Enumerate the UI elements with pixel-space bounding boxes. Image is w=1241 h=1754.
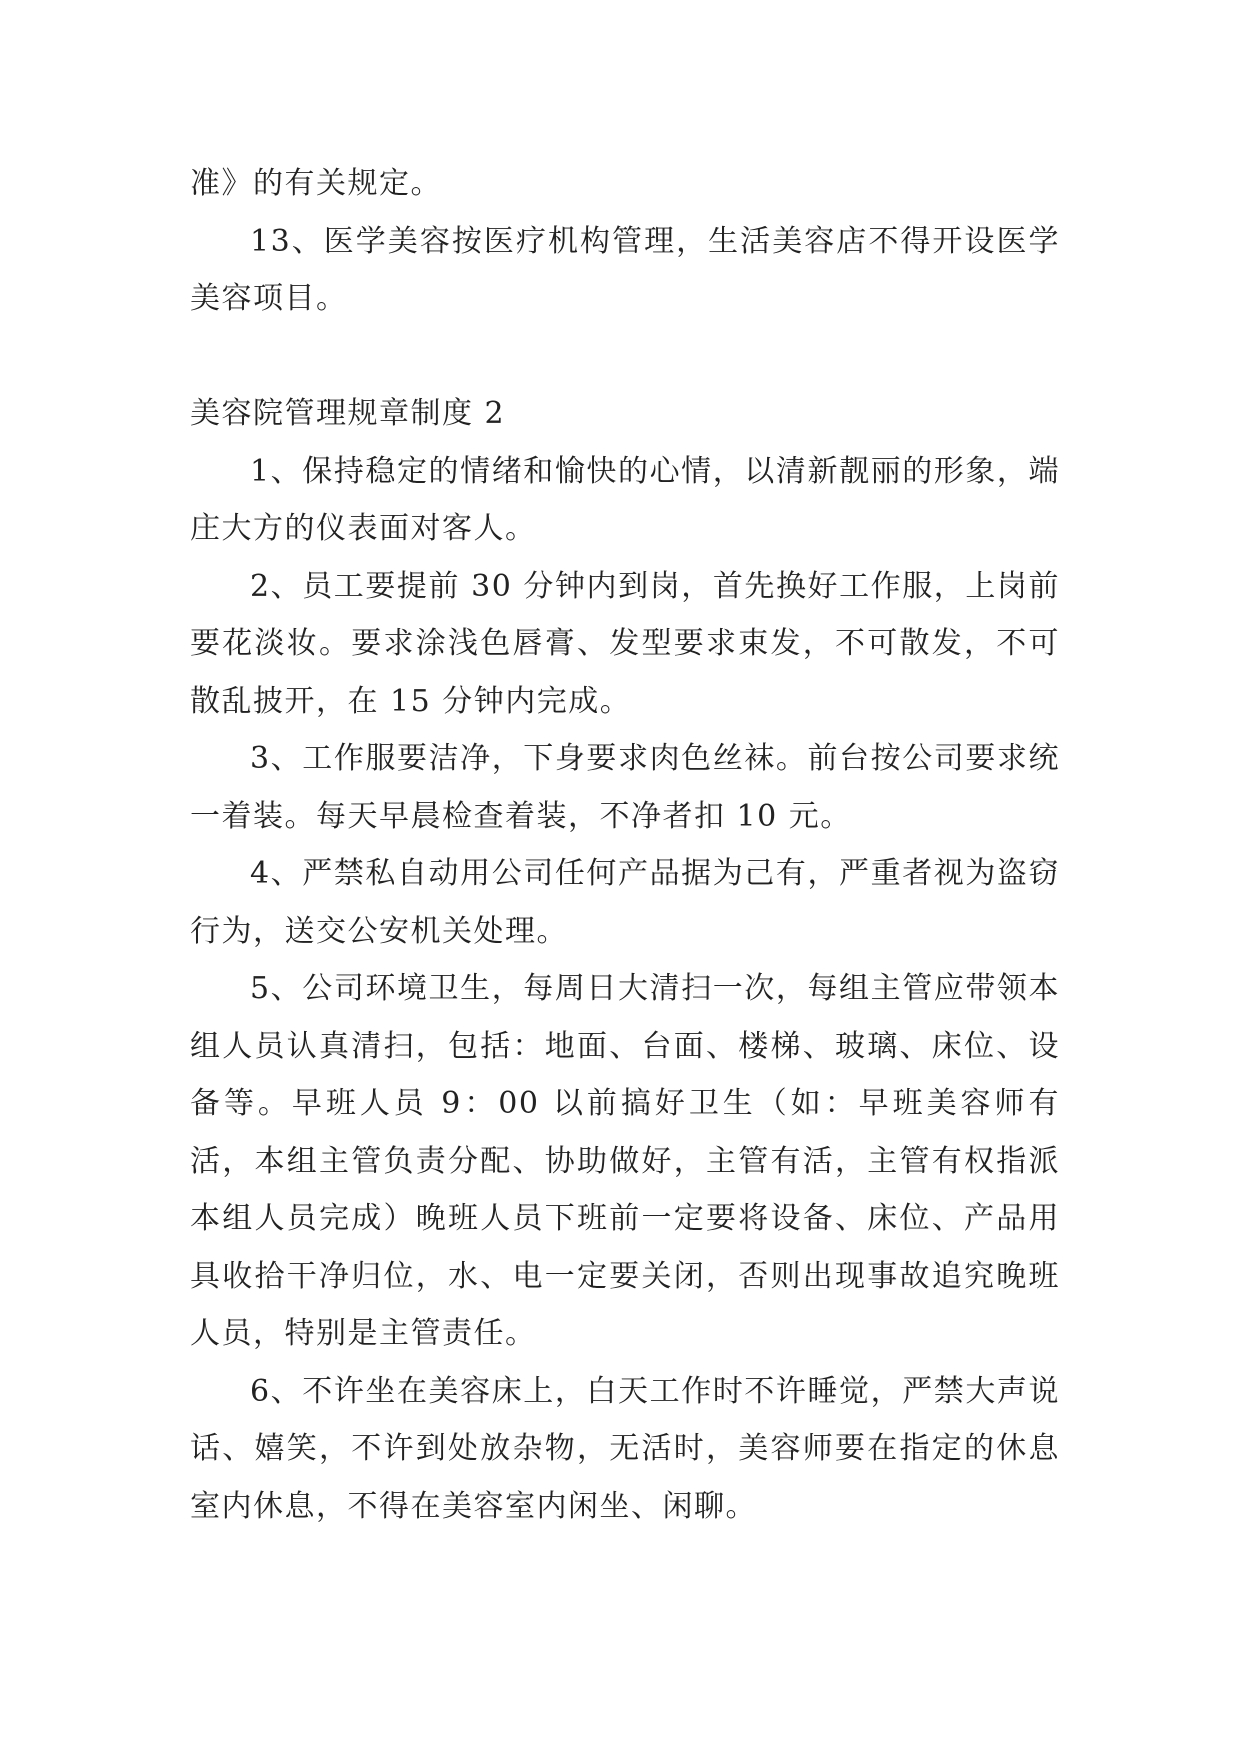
section-2 bbox=[190, 385, 1060, 1535]
top-section bbox=[190, 155, 1060, 328]
rule-item: 3、工作服要洁净，下身要求肉色丝袜。前台按公司要求统一着装。每天早晨检查着装，不净者扣 10 元。 bbox=[190, 741, 1060, 834]
rule-item: 2、员工要提前 30 分钟内到岗，首先换好工作服，上岗前要花淡妆。要求涂浅色唇膏、发型要求束发，不可散发，不可散乱披开，在 15 分钟内完成。 bbox=[190, 568, 1060, 719]
rule-item: 1、保持稳定的情绪和愉快的心情，以清新靓丽的形象，端庄大方的仪表面对客人。 bbox=[190, 453, 1060, 546]
continuation-paragraph: 准》的有关规定。 bbox=[190, 166, 442, 201]
rule-item-13: 13、医学美容按医疗机构管理，生活美容店不得开设医学美容项目。 bbox=[190, 223, 1060, 316]
rule-item: 6、不许坐在美容床上，白天工作时不许睡觉，严禁大声说话、嬉笑，不许到处放杂物，无活时，美容师要在指定的休息室内休息，不得在美容室内闲坐、闲聊。 bbox=[190, 1373, 1060, 1524]
rule-item: 5、公司环境卫生，每周日大清扫一次，每组主管应带领本组人员认真清扫，包括：地面、台面、楼梯、玻璃、床位、设备等。早班人员 9：00 以前搞好卫生（如：早班美容师有活，本组主管负责分配、协助做好，主管有活，主管有权指派本组人员完成）晚班人员下班前一定要将设备、床位、产品用具收拾干净归位，水、电一定要关闭，否则出现事故追究晚班人员，特别是主管责任。 bbox=[190, 971, 1060, 1351]
section-heading: 美容院管理规章制度 2 bbox=[190, 396, 506, 431]
rule-item: 4、严禁私自动用公司任何产品据为己有，严重者视为盗窃行为，送交公安机关处理。 bbox=[190, 856, 1060, 949]
